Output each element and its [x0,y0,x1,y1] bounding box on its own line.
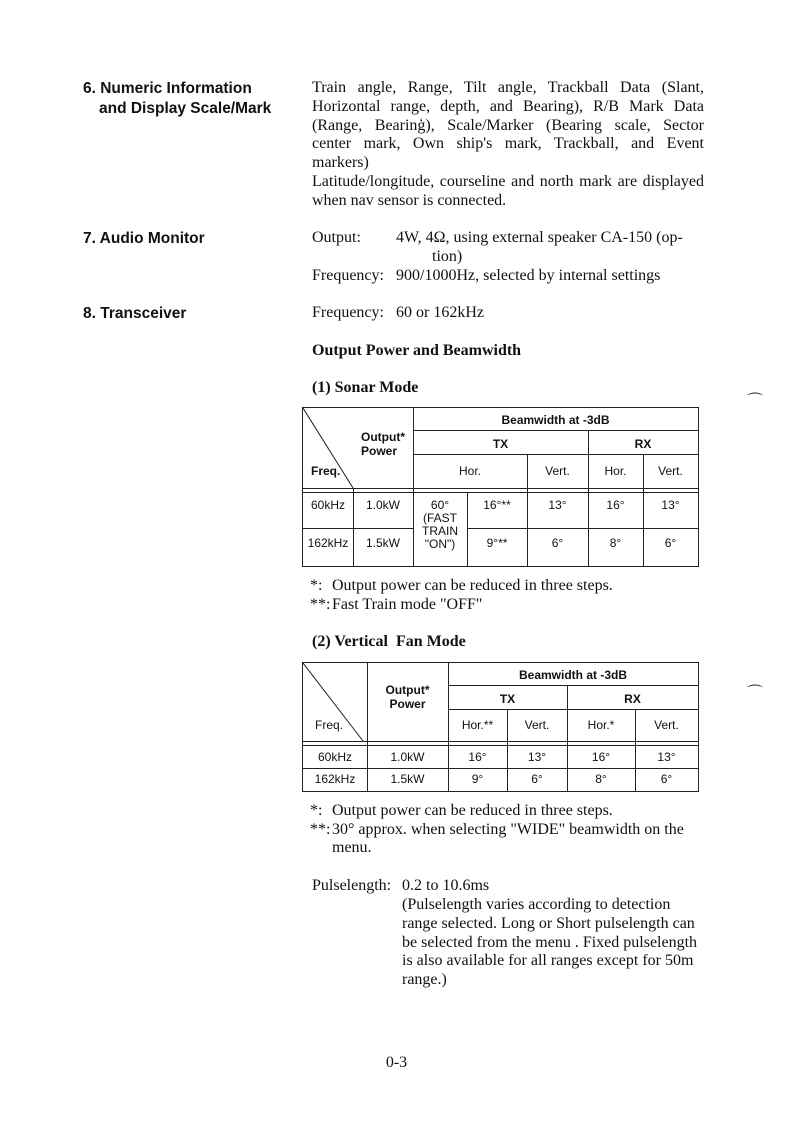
vertical-rule-4 [303,745,698,746]
sonar-fast-train-note [413,512,467,551]
section-6-paragraph-2: Latitude/longitude, courseline and north mark are displayed when nav sensor is connected. [312,172,704,209]
sonar-rule-2 [413,454,698,455]
sonar-freq-header: Freq. [311,464,341,478]
vertical-tx-header: TX [499,692,516,706]
sonar-row1-rx-hor: 16° [606,498,625,512]
sonar-tx-hor-header: Hor. [458,464,481,478]
vertical-note-1-mark: *: [310,802,323,819]
sonar-rx-vert-header: Vert. [658,464,683,478]
section-7-body [312,229,704,286]
margin-mark-top: ⌒ [747,393,764,410]
audio-output-label: Output: [312,229,361,246]
vertical-row1-rx-vert: 13° [657,750,676,764]
vertical-note-2-mark: **: [310,820,331,838]
page-number: 0-3 [385,1054,408,1071]
audio-frequency-label: Frequency: [312,267,384,284]
audio-frequency-spec [312,267,704,286]
vertical-rule-3 [303,741,698,742]
vertical-rx-vert-header: Vert. [654,718,679,732]
section-6-body [312,79,704,211]
vertical-rx-header: RX [624,692,641,706]
sonar-note-2-text: Fast Train mode "OFF" [332,595,483,613]
audio-frequency-value: 900/1000Hz, selected by internal settings [396,267,661,284]
sonar-tx-header: TX [492,437,509,451]
sonar-note-2-mark: **: [310,595,331,613]
vertical-freq-header: Freq. [315,718,344,732]
sonar-output-power-header [361,430,411,458]
sonar-row1-power: 1.0kW [365,498,400,512]
sonar-tx-vert-header: Vert. [545,464,570,478]
margin-mark-bottom: ⌒ [747,685,764,702]
sonar-rule-3 [303,488,698,489]
sonar-beamwidth-header: Beamwidth at -3dB [501,413,610,427]
sonar-note-1 [310,577,700,596]
sonar-mode-title: (1) Sonar Mode [312,379,419,396]
section-8-body [312,304,704,323]
vertical-rule-2 [448,709,698,710]
vertical-fan-mode-table [302,662,699,792]
vertical-output-power-header [367,683,448,711]
fast-train-line1: (FAST [422,511,457,525]
vertical-beamwidth-header: Beamwidth at -3dB [518,668,627,682]
vertical-note-1 [310,802,702,821]
sonar-row2-rx-hor: 8° [609,536,622,550]
vertical-row2-tx-vert: 6° [531,772,543,786]
section-8-heading: 8. Transceiver [83,305,187,322]
sonar-row1-rx-vert: 13° [661,498,680,512]
vertical-note-2 [310,821,702,858]
vertical-row1-power: 1.0kW [390,750,425,764]
output-power-beamwidth-heading: Output Power and Beamwidth [312,342,522,359]
vertical-row2-rx-vert: 6° [660,772,673,786]
section-6-heading-line2: and Display Scale/Mark [99,100,272,117]
vertical-row2-rx-hor: 8° [595,772,607,786]
section-6-heading [83,79,271,119]
transceiver-frequency-label: Frequency: [312,304,384,321]
sonar-output-label: Output* [361,430,405,444]
sonar-rule-4 [303,492,698,493]
sonar-notes [310,577,700,614]
vertical-output-label: Output* [385,683,430,697]
sonar-row2-freq: 162kHz [307,536,349,550]
sonar-row2-rx-vert: 6° [664,536,677,550]
transceiver-frequency-spec [312,304,704,323]
transceiver-frequency-value: 60 or 162kHz [396,304,484,321]
vertical-note-2-text: 30° approx. when selecting "WIDE" beamwidth on the menu. [332,820,684,856]
vertical-row2-tx-hor: 9° [471,772,484,786]
vertical-row1-tx-hor: 16° [468,750,487,764]
sonar-row2-tx-vert: 6° [551,536,564,550]
sonar-mode-table [302,407,699,567]
pulselength-label: Pulselength: [312,877,392,894]
vertical-rx-hor-header: Hor.* [587,718,615,732]
vertical-fan-mode-title: (2) Vertical Fan Mode [312,633,466,650]
vertical-row2-power: 1.5kW [390,772,425,786]
sonar-row2-hor-off: 9°** [486,536,508,550]
vertical-rule-1 [448,685,698,686]
vertical-row2-freq: 162kHz [314,772,356,786]
vertical-note-1-text: Output power can be reduced in three steps. [332,802,613,819]
sonar-note-2 [310,596,700,615]
section-6-paragraph-1: Train angle, Range, Tilt angle, Trackball Data (Slant, Horizontal range, depth, and Bearing), R/B Mark Data (Range, Bearinģ), Scale/Marker (Bearing scale, Sector center mark, Own ship's mark, Trackball, and Event markers) [312,79,704,172]
sonar-row2-power: 1.5kW [365,536,400,550]
sonar-rule-5 [303,528,413,529]
sonar-power-label: Power [361,444,398,458]
fast-train-line2: TRAIN [422,524,458,538]
vertical-tx-hor-header: Hor.** [461,718,494,732]
sonar-row1-hor-on: 60° [430,498,450,512]
vertical-power-label: Power [389,697,426,711]
sonar-rule-6 [467,528,698,529]
vertical-row1-tx-vert: 13° [527,750,547,764]
sonar-note-1-text: Output power can be reduced in three steps. [332,577,613,594]
audio-output-value-cont: tion) [432,248,463,265]
sonar-rx-header: RX [634,437,652,451]
section-6-heading-line1: 6. Numeric Information [83,80,252,97]
vertical-row1-rx-hor: 16° [591,750,611,764]
audio-output-value: 4W, 4Ω, using external speaker CA-150 (op- [396,229,683,246]
pulselength-value: 0.2 to 10.6ms [402,877,490,894]
pulselength-note: (Pulselength varies according to detection range selected. Long or Short pulselength can be selected from the menu . Fixed pulselength is also available for all ranges except for 50m range.) [402,896,698,989]
sonar-rule-1 [413,430,698,431]
audio-output-spec [312,229,704,267]
sonar-note-1-mark: *: [310,577,323,594]
section-7-heading: 7. Audio Monitor [83,230,205,247]
sonar-row1-hor-off: 16°** [483,498,511,512]
sonar-row1-freq: 60kHz [310,498,345,512]
vertical-notes [310,802,702,858]
sonar-rx-hor-header: Hor. [604,464,627,478]
vertical-tx-vert-header: Vert. [524,718,550,732]
vertical-rule-5 [303,768,698,769]
vertical-row1-freq: 60kHz [317,750,352,764]
sonar-row1-tx-vert: 13° [548,498,567,512]
fast-train-line3: "ON") [424,537,456,551]
